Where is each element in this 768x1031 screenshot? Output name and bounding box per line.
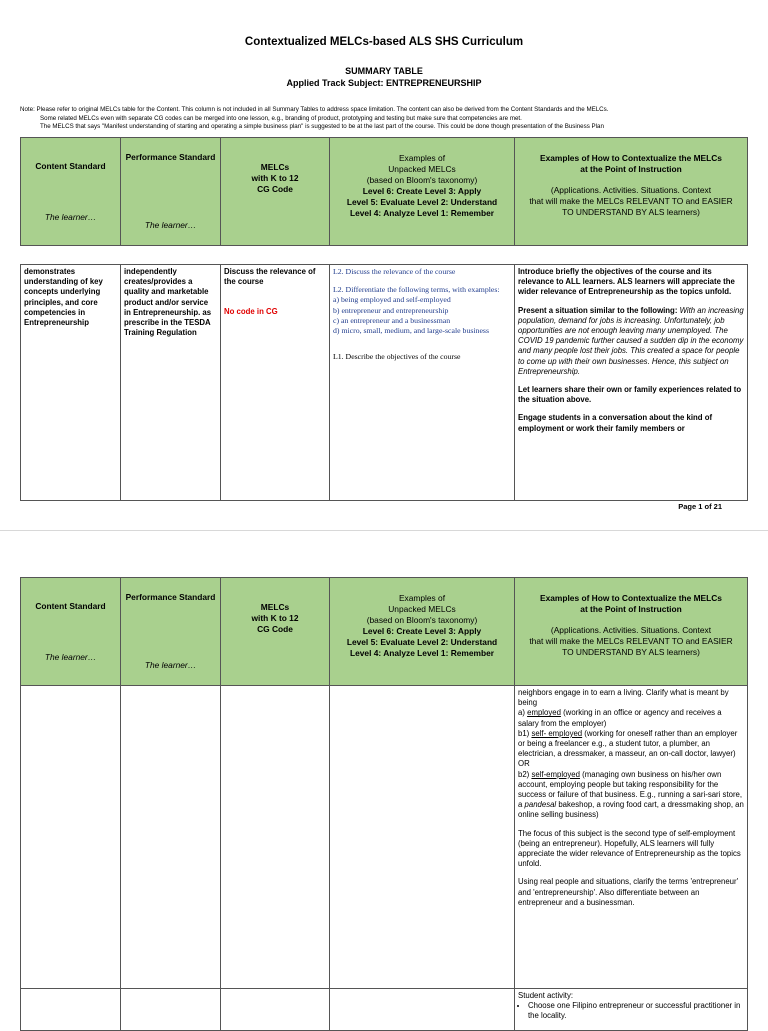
subject-line: Applied Track Subject: ENTREPRENEURSHIP [286, 78, 482, 88]
learner-label: The learner… [144, 220, 197, 230]
header-performance-standard: Performance Standard The learner… [121, 138, 221, 246]
cell-unpacked-melcs: L2. Discuss the relevance of the course L2. Differentiate the following terms, with examples: a) being employed and self-employed b) entrepreneur and entrepreneurship c) an entrepreneur and a businessman d) micro, small, medium, and large-scale business L1. Describe the objectives of the course [330, 265, 515, 501]
cell-melc-empty [221, 686, 330, 989]
learner-label: The learner… [44, 652, 97, 662]
cell-performance-standard-empty [121, 686, 221, 989]
cell-empty [21, 989, 121, 1031]
no-code-label: No code in CG [224, 307, 278, 317]
header-melcs: MELCs with K to 12 CG Code [221, 578, 330, 686]
cell-student-activity [515, 989, 748, 1031]
cell-empty [330, 989, 515, 1031]
header-content-standard: Content Standard The learner… [21, 138, 121, 246]
learner-label: The learner… [144, 660, 197, 670]
content-table-page-1 [20, 264, 748, 501]
cell-empty [121, 989, 221, 1031]
header-performance-standard: Performance Standard The learner… [121, 578, 221, 686]
cell-content-standard-empty [21, 686, 121, 989]
cell-empty [221, 989, 330, 1031]
header-content-standard: Content Standard The learner… [21, 578, 121, 686]
header-contextualize: Examples of How to Contextualize the MELCs at the Point of Instruction (Applications. Activities. Situations. Context that will make the MELCs RELEVANT TO and EASIER TO UNDERSTAND BY ALS learners) [515, 578, 748, 686]
content-table-page-2 [20, 685, 748, 1031]
header-table-page-2 [20, 577, 748, 686]
page-number: Page 1 of 21 [678, 502, 722, 511]
page-2 [0, 530, 768, 1025]
header-contextualize: Examples of How to Contextualize the MELCs at the Point of Instruction (Applications. Activities. Situations. Context that will make the MELCs RELEVANT TO and EASIER TO UNDERSTAND BY ALS learners) [515, 138, 748, 246]
note-line: The MELCS that says "Manifest understanding of starting and operating a simple business plan" is suggested to be at the last part of the course. This could be done though presentation of the Business Plan [40, 123, 604, 131]
student-activity-title: Student activity: [518, 991, 574, 1000]
notes [20, 106, 755, 132]
note-line: Some related MELCs even with separate CG codes can be merged into one lesson, e.g., branding of product, prototyping and testing but make sure that competencies are met. [40, 114, 522, 122]
cell-content-standard: demonstrates understanding of key concepts underlying principles, and core competencies in Entrepreneurship [21, 265, 121, 501]
cell-unpacked-empty [330, 686, 515, 989]
summary-table-label: SUMMARY TABLE [345, 66, 423, 76]
document-title: Contextualized MELCs-based ALS SHS Curriculum [244, 36, 524, 48]
header-table [20, 137, 748, 246]
cell-contextualize-continued: neighbors engage in to earn a living. Clarify what is meant by being a) employed (working in an office or agency and receives a salary from the employer) b1) self- employed (working for oneself rather than an employer or being a freelancer e.g., a student tutor, a plumber, an electrician, a dressmaker, a masseur, an on-call doctor, lawyer) OR b2) self-employed (managing own business on his/her own account, employing people but taking responsibility for the success or failure of that business. E.g., running a sari-sari store, a pandesal bakeshop, a roving food cart, a dressmaking shop, an online selling business) The focus of this subject is the second type of self-employment (being an entrepreneur). Hopefully, ALS learners will fully appreciate the wider relevance of Entrepreneurship as the topics unfold. Using real people and situations, clarify the terms 'entrepreneur' and 'entrepreneurship'. Also differentiate between an entrepreneur and a businessman. [515, 686, 748, 989]
cell-performance-standard: independently creates/provides a quality and marketable product and/or service in Entrepreneurship. as prescribe in the TESDA Training Regulation [121, 265, 221, 501]
activity-item: • Choose one Filipino entrepreneur or successful practitioner in the locality. [528, 1001, 744, 1021]
header-unpacked-melcs: Examples of Unpacked MELCs (based on Bloom's taxonomy) Level 6: Create Level 3: Apply Level 5: Evaluate Level 2: Understand Level 4: Analyze Level 1: Remember [330, 138, 515, 246]
note-line: Note: Please refer to original MELCs table for the Content. This column is not included in all Summary Tables to address space limitation. The content can also be derived from the Content Standards and the MELCs. [20, 106, 609, 113]
header-unpacked-melcs: Examples of Unpacked MELCs (based on Bloom's taxonomy) Level 6: Create Level 3: Apply Level 5: Evaluate Level 2: Understand Level 4: Analyze Level 1: Remember [330, 578, 515, 686]
header-melcs: MELCs with K to 12 CG Code [221, 138, 330, 246]
cell-contextualize: Introduce briefly the objectives of the course and its relevance to ALL learners. ALS learners will appreciate the wider relevance of Entrepreneurship as the topics unfold. Present a situation similar to the following: With an increasing population, demand for jobs is increasing. Unfortunately, job opportunities are not enough leaving many unemployed. The COVID 19 pandemic further caused a sudden dip in the economy and many people lost their jobs. This created a space for people to come up with their own businesses. Hence, this subject on Entrepreneurship. Let learners share their own or family experiences related to the situation above. Engage students in a conversation about the kind of employment or work their family members or [515, 265, 748, 501]
learner-label: The learner… [44, 212, 97, 222]
cell-melc: Discuss the relevance of the course No code in CG [221, 265, 330, 501]
